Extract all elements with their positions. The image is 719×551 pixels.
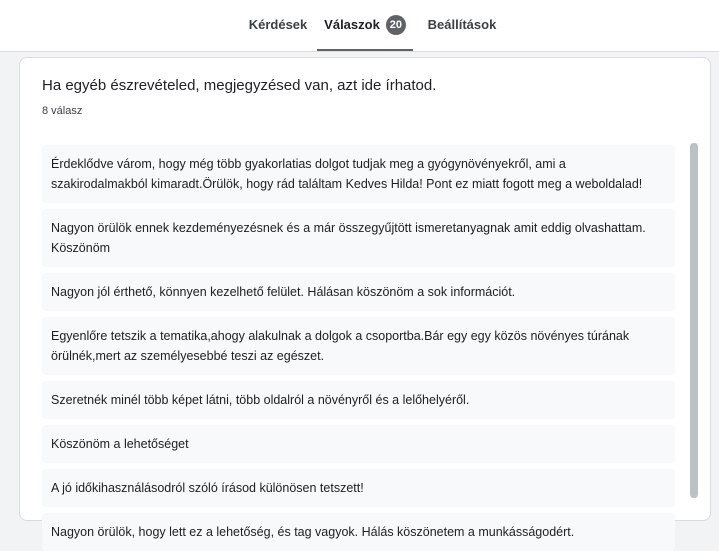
response-count-badge: 20 <box>386 15 406 35</box>
answer-item: Nagyon örülök, hogy lett ez a lehetőség, és tag vagyok. Hálás köszönetem a munkásságodért. <box>42 513 675 551</box>
tab-responses-label: Válaszok <box>324 17 380 32</box>
tab-questions-label: Kérdések <box>248 17 308 32</box>
tab-settings-label: Beállítások <box>427 17 497 32</box>
answer-item: Nagyon jól érthető, könnyen kezelhető felület. Hálásan köszönöm a sok információt. <box>42 273 675 311</box>
tab-responses[interactable] <box>317 0 413 51</box>
answer-item: Köszönöm a lehetőséget <box>42 425 675 463</box>
answers-scrollbar-thumb[interactable] <box>690 143 698 498</box>
answer-item: Érdeklődve várom, hogy még több gyakorlatias dolgot tudjak meg a gyógynövényekről, ami a szakirodalmakból kimaradt.Örülök, hogy rád találtam Kedves Hilda! Pont ez miatt fogott meg a weboldalad! <box>42 145 675 203</box>
answer-item: Szeretnék minél több képet látni, több oldalról a növényről és a lelőhelyéről. <box>42 381 675 419</box>
question-title: Ha egyéb észrevételed, megjegyzésed van, azt ide írhatod. <box>42 77 437 94</box>
answer-item: Nagyon örülök ennek kezdeményezésnek és a már összegyűjtött ismeretanyagnak amit eddig olvashattam. Köszönöm <box>42 209 675 267</box>
response-count: 8 válasz <box>42 105 83 117</box>
answers-list[interactable] <box>42 145 675 539</box>
answer-item: Egyenlőre tetszik a tematika,ahogy alakulnak a dolgok a csoportba.Bár egy egy közös növényes túrának örülnék,mert az személyesebbé teszi az egészet. <box>42 317 675 375</box>
question-response-card <box>19 57 711 539</box>
answers-scrollbar[interactable] <box>690 143 698 498</box>
answer-item: A jó időkihasználásodról szóló írásod különösen tetszett! <box>42 469 675 507</box>
tab-questions[interactable] <box>242 0 314 49</box>
tab-settings[interactable] <box>421 0 503 49</box>
tabs-bar <box>0 0 719 52</box>
